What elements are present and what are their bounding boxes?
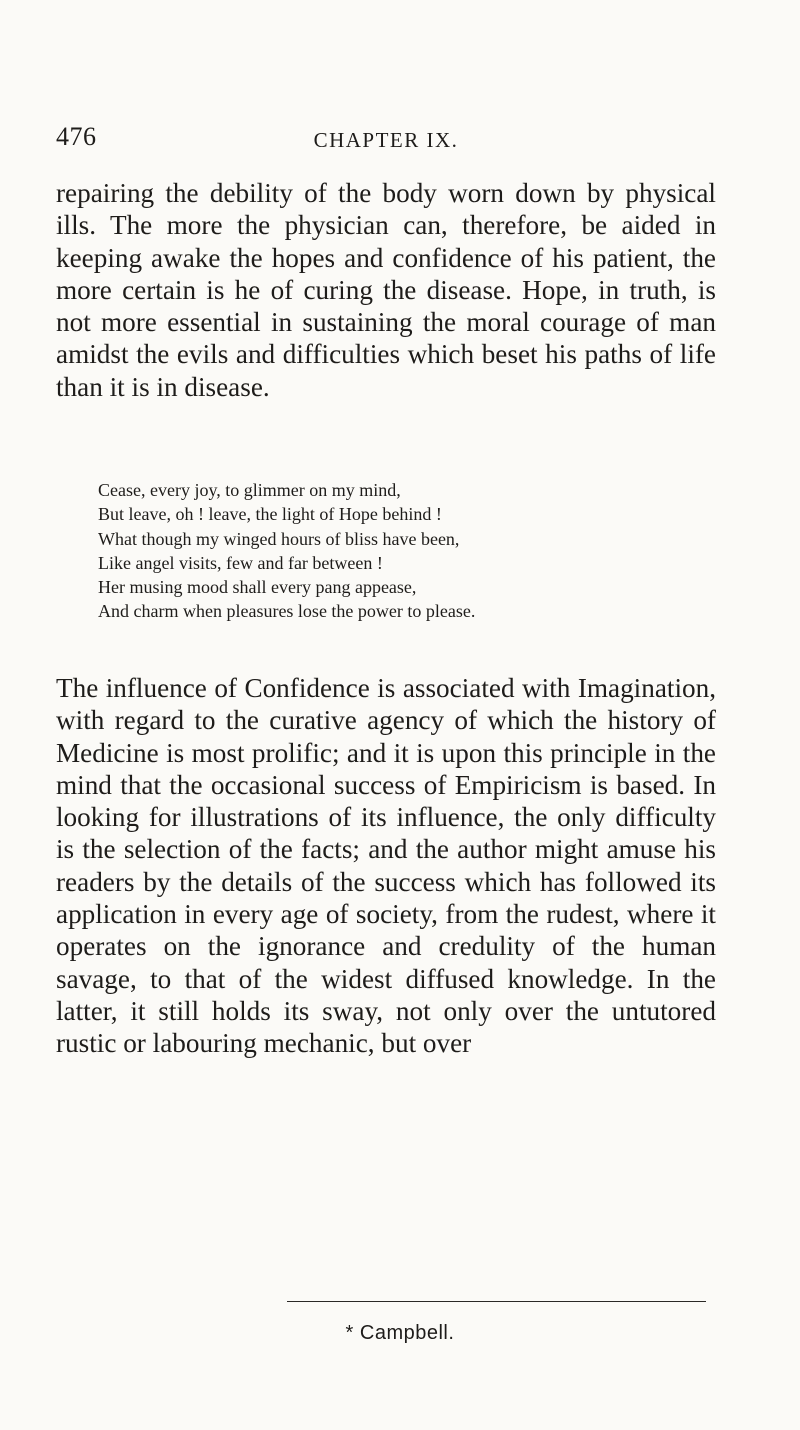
page-header	[56, 122, 716, 162]
footnote: * Campbell.	[345, 1322, 455, 1344]
paragraph-hope: repairing the debility of the body worn down by physical ills. The more the physician can, therefore, be aided in keeping awake the hopes and confidence of his patient, the more certain is he of curing the disease. Hope, in truth, is not more essential in sustaining the moral courage of man amidst the evils and difficulties which beset his paths of life than it is in disease.	[56, 178, 716, 402]
poem-line: What though my winged hours of bliss have been,	[98, 528, 460, 549]
poem-quotation	[98, 478, 708, 624]
footnote-divider	[287, 1301, 706, 1302]
poem-line: And charm when pleasures lose the power to please.	[98, 601, 476, 622]
running-head: CHAPTER IX.	[313, 128, 459, 152]
poem-line: Like angel visits, few and far between !	[98, 552, 383, 573]
poem-line: Cease, every joy, to glimmer on my mind,	[98, 480, 401, 500]
paragraph-confidence: The influence of Confidence is associated with Imagination, with regard to the curative agency of which the history of Medicine is most prolific; and it is upon this principle in the mind that the occasional success of Empiricism is based. In looking for illustrations of its influence, the only difficulty is the selection of the facts; and the author might amuse his readers by the details of the success which has followed its application in every age of society, from the rudest, where it operates on the ignorance and credulity of the human savage, to that of the widest diffused knowledge. In the latter, it still holds its sway, not only over the untutored rustic or labouring mechanic, but over	[56, 673, 716, 1059]
poem-line: But leave, oh ! leave, the light of Hope behind !	[98, 504, 442, 525]
page-number: 476	[56, 122, 97, 151]
poem-line: Her musing mood shall every pang appease,	[98, 577, 417, 598]
